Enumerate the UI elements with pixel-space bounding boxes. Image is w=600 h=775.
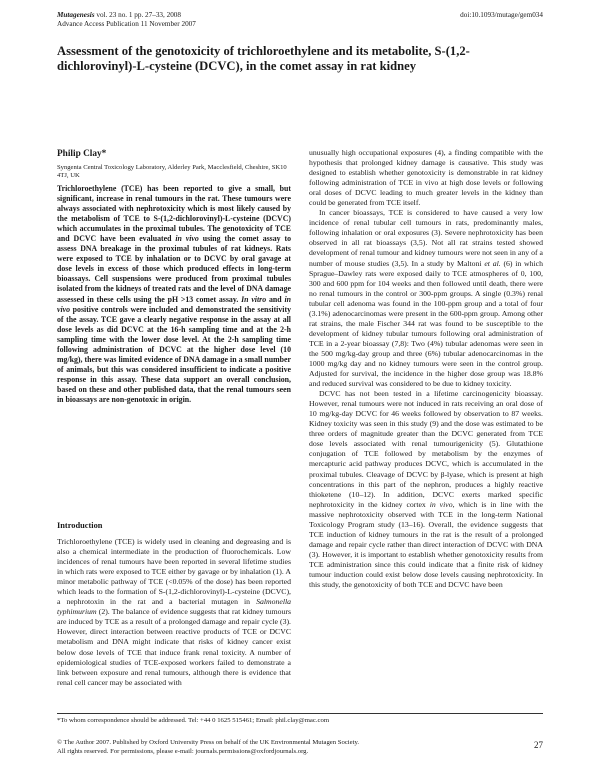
paragraph [57, 537, 291, 688]
abstract-italic: in vivo [175, 234, 199, 244]
permissions-line: All rights reserved. For permissions, please e-mail: journals.permissions@oxfordjournals.org. [57, 747, 309, 755]
paragraph [309, 389, 543, 590]
abstract-italic: in vivo [57, 294, 291, 314]
body-column-right [309, 148, 543, 590]
copyright-line: © The Author 2007. Published by Oxford University Press on behalf of the UK Environmental Mutagen Society. [57, 739, 360, 746]
paragraph-text: Trichloroethylene (TCE) is widely used in cleaning and degreasing and is also a chemical intermediate in the production of fluorochemicals. Low incidences of renal tumours have been reported in several lifetime studies in which rats were exposed to TCE either by gavage or by inhalation (1). A minor metabolic pathway of TCE (<0.05% of the dose) has been reported which leads to the formation of S-(1,2-dichlorovinyl)-L-cysteine (DCVC), a nephrotoxin in the rat and a bacterial mutagen in [57, 537, 291, 607]
article-title: Assessment of the genotoxicity of trichloroethylene and its metabolite, S-(1,2-dichlorovinyl)-L-cysteine (DCVC), in the comet assay in rat kidney [57, 44, 470, 73]
abstract-text: Trichloroethylene (TCE) has been reported to give a small, but significant, increase in renal tumours in the rat. These tumours were always associated with nephrotoxicity which is most likely caused by the metabolism of TCE to S-(1,2-dichlorovinyl)-L-cysteine (DCVC) which accumulates in the proximal tubules. The genotoxicity of TCE and DCVC have been evaluated [57, 184, 291, 244]
body-column-left [57, 537, 291, 688]
page-number: 27 [534, 740, 543, 750]
abstract-text: and [266, 294, 285, 304]
author-name: Philip Clay* [57, 149, 107, 159]
doi: doi:10.1093/mutage/gem034 [460, 11, 543, 19]
paragraph-italic: et al. [484, 258, 501, 268]
section-heading-introduction: Introduction [57, 521, 103, 530]
footnote-divider [57, 713, 543, 714]
paragraph-text: , which is in line with the massive nephrotoxicity observed with TCE in the long-term National Toxicology Program study (13–16). Overall, the evidence suggests that TCE induction of kidney tumours in the rat is the result of a prolonged damage and repair cycle rather than direct interaction of DCVC with DNA (3). However, it is important to establish whether genotoxicity results from TCE administration since this could indicate that a finite risk of kidney tumour induction could exist below dose levels causing nephrotoxicity. In this study, the genotoxicity of both TCE and DCVC have been [309, 499, 543, 590]
paragraph-text: In cancer bioassays, TCE is considered to have caused a very low incidence of renal tubular cell tumours in rats, predominantly males, following inhalation or oral exposures (3). Severe nephrotoxicity has been observed in all rat bioassays (3,5). Not all rat strains tested showed development of renal tumour and kidney tumours were not seen in any of a number of mouse studies (3,5). In a study by Maltoni [309, 208, 543, 268]
abstract-italic: In vitro [241, 294, 267, 304]
paragraph-text: (2). The balance of evidence suggests that rat kidney tumours are induced by TCE as a result of a prolonged damage and repair cycle (3). However, direct interaction between reactive products of TCE or DCVC metabolism and DNA might indicate that risks of kidney cancer exist below dose levels of TCE that induce frank renal toxicity. A number of epidemiological studies of TCE-exposed workers failed to demonstrate a link between exposure and renal tumours, although there is evidence that renal cell cancer may be associated with [57, 607, 291, 687]
volume-info: vol. 23 no. 1 pp. 27–33, 2008 [94, 11, 181, 19]
paragraph [309, 208, 543, 389]
paragraph-text: DCVC has not been tested in a lifetime carcinogenicity bioassay. However, renal tumours were not induced in rats receiving an oral dose of 10 mg/kg-day DCVC for 46 weeks followed by observation to 87 weeks. Kidney toxicity was seen in this study (9) and the dose was estimated to be three orders of magnitude greater than the DCVC generated from TCE dose levels associated with renal tumourigenicity (5). Glutathione conjugation of TCE followed by metabolism by the enzymes of mercapturic acid pathway produces DCVC, which is accumulated in the proximal tubules. Cleavage of DCVC by β-lyase, which is present at high concentrations in this part of the nephron, produces a highly reactive thioketene (10–12). In addition, DCVC exerts marked specific nephrotoxicity in the kidney cortex [309, 389, 543, 509]
author-affiliation: Syngenta Central Toxicology Laboratory, Alderley Park, Macclesfield, Cheshire, SK10 4TJ, UK [57, 164, 287, 180]
journal-header [57, 11, 196, 29]
copyright-notice [57, 739, 477, 756]
paragraph: unusually high occupational exposures (4), a finding compatible with the hypothesis that prolonged kidney damage is causative. This study was designed to establish whether genotoxicity is demonstrable in rat kidney following administration of TCE in vivo at high dose levels or following oral doses of DCVC leading to much greater levels in the kidney than could be generated from TCE itself. [309, 148, 543, 208]
advance-access: Advance Access Publication 11 November 2007 [57, 20, 196, 28]
abstract-text: positive controls were included and demonstrated the sensitivity of the assay. TCE gave a clearly negative response in the assay at all dose levels as did DCVC at the 16-h sampling time and at the 2-h sampling time with the lower dose level. At the 2-h sampling time following administration of DCVC at the higher dose level (10 mg/kg), there was limited evidence of DNA damage in a small number of animals, but this was considered insufficient to indicate a positive response in this assay. These data support an overall conclusion, based on these and other published data, that the renal tumours seen in bioassays are non-genotoxic in origin. [57, 304, 291, 404]
paragraph-italic: Salmonella typhimurium [57, 597, 291, 617]
paragraph-text: (6) in which Sprague–Dawley rats were exposed daily to TCE atmospheres of 0, 100, 300 and 600 ppm for 104 weeks and then followed until death, there were no renal tumours in the control or 300-ppm groups. A single (0.3%) renal tubular cell adenoma was found in the 100-ppm group and a total of four (3.1%) adenocarcinomas were present in the 600-ppm group. Among other rat strains, the male Fischer 344 rat was found to be susceptible to the development of kidney tubular tumours following oral administration of TCE in a 2-year bioassay (7,8): Two (4%) tubular adenomas were seen in the 500 mg/kg-day group and three (6%) tubular adenocarcinomas in the 1000 mg/kg day and no kidney tumours were seen in the control group. Adjusted for survival, the incidence in the higher dose group was 18.8% and reduced survival was considered to be due to kidney toxicity. [309, 258, 543, 389]
paragraph-italic: in vivo [429, 499, 453, 509]
correspondence-footnote: *To whom correspondence should be addressed. Tel: +44 0 1625 515461; Email: phil.clay@mac.com [57, 717, 330, 724]
journal-name: Mutagenesis [57, 11, 95, 19]
abstract [57, 184, 291, 405]
abstract-text: using the comet assay to assess DNA breakage in the proximal tubules of rat kidneys. Rats were exposed to TCE by inhalation or to DCVC by oral gavage at dose levels in excess of those which produced effects in long-term bioassays. Cell suspensions were produced from proximal tubules isolated from the kidneys of treated rats and the level of DNA damage assessed in these cells using the pH >13 comet assay. [57, 234, 291, 304]
